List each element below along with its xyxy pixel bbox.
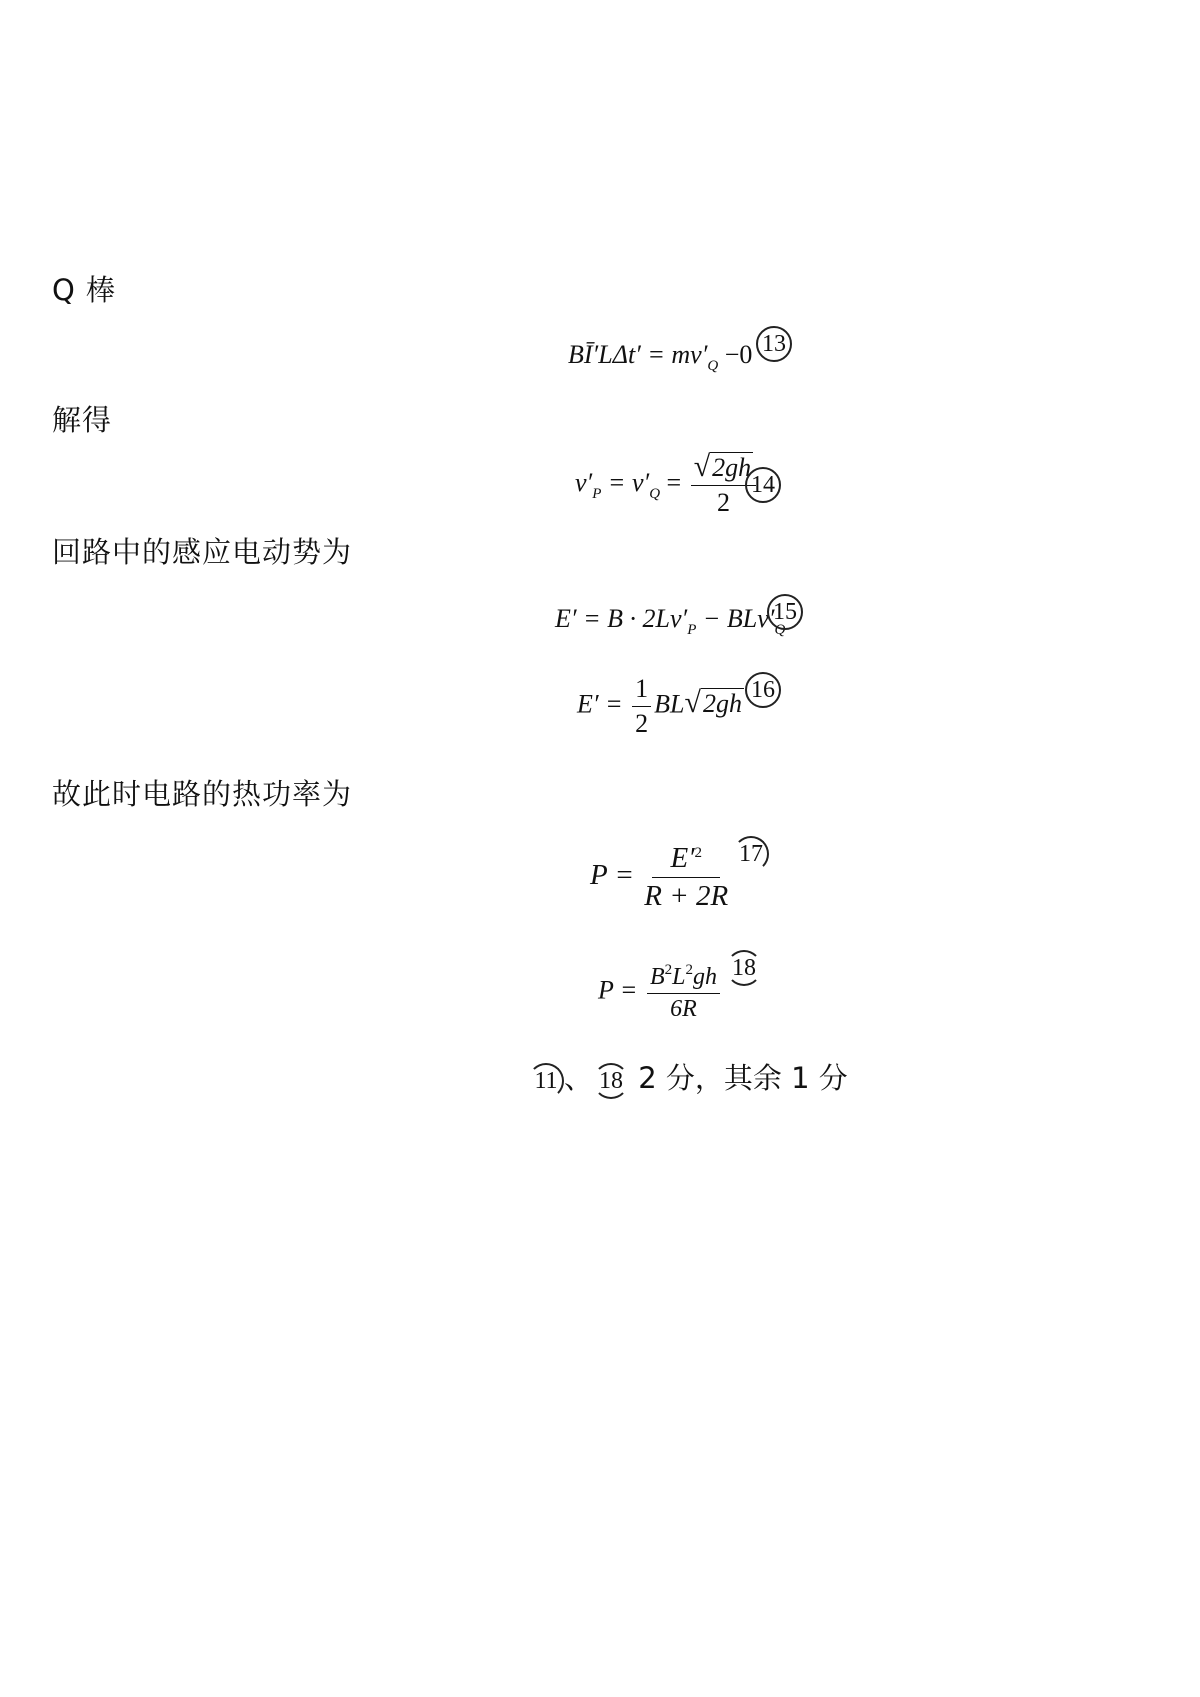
marker-17: 17 [733, 836, 769, 872]
eq15-b: − BLv′ [696, 604, 775, 633]
equation-13 [568, 340, 752, 375]
eq18-fraction [647, 962, 720, 1023]
eq17-num-sup: 2 [694, 845, 703, 861]
eq18-num-a: B [649, 964, 665, 990]
eq13-lhs-sub: Q [707, 358, 719, 374]
label-solve: 解得 [52, 403, 113, 437]
eq18-den: 6R [670, 996, 697, 1022]
eq15-a: E′ = B · 2Lv′ [555, 604, 688, 633]
scoring-note [528, 1056, 848, 1099]
eq17-lhs: P = [590, 859, 642, 892]
eq16-num: 1 [632, 674, 651, 707]
eq16-den: 2 [635, 709, 649, 738]
eq14-sqrt-arg: 2gh [712, 453, 752, 482]
eq18-num-c: gh [693, 964, 717, 990]
equation-15 [555, 604, 785, 639]
eq18-num-a-sup: 2 [664, 962, 673, 978]
eq17-den: R + 2R [644, 880, 729, 912]
eq15-b-sub: Q [774, 622, 786, 638]
eq13-rhs: −0 [718, 340, 753, 369]
label-power-intro: 故此时电路的热功率为 [52, 777, 353, 811]
eq14-a-sub: P [592, 485, 602, 502]
scoring-separator: 、 [564, 1061, 594, 1095]
label-emf-intro: 回路中的感应电动势为 [52, 535, 353, 569]
equation-18 [598, 962, 723, 1023]
scoring-marker-18: 18 [593, 1063, 629, 1099]
marker-18: 18 [726, 950, 762, 986]
marker-16: 16 [745, 672, 781, 708]
marker-14: 14 [745, 467, 781, 503]
equation-17 [590, 842, 731, 913]
label-q-rod: Q 棒 [52, 273, 117, 307]
marker-15: 15 [767, 594, 803, 630]
eq16-lhs: E′ = [577, 689, 630, 719]
eq16-mid: BL [654, 689, 685, 719]
eq17-num: E′ [670, 842, 695, 874]
eq14-eq: = [660, 467, 688, 497]
eq18-lhs: P = [598, 975, 644, 1005]
eq16-sqrt-arg: 2gh [702, 689, 742, 719]
eq13-lhs: BĪ′LΔt′ = mv′ [568, 340, 708, 369]
marker-13: 13 [756, 326, 792, 362]
eq14-b-sub: Q [649, 485, 661, 502]
eq17-fraction [644, 842, 728, 913]
scoring-text: 2 分，其余 1 分 [629, 1061, 848, 1095]
eq15-a-sub: P [687, 622, 697, 638]
eq14-b: = v′ [601, 467, 650, 497]
eq16-fraction [632, 674, 651, 739]
eq14-den: 2 [716, 488, 730, 517]
equation-14 [575, 452, 759, 518]
eq18-num-b: L [672, 964, 686, 990]
equation-16: E′ = $\frac{1}{2}$ BL √ 2gh [577, 674, 742, 738]
scoring-marker-11: 11 [528, 1063, 564, 1099]
eq14-a: v′ [575, 467, 593, 497]
eq14-fraction: √ 2gh 2 [691, 452, 756, 518]
eq18-num-b-sup: 2 [685, 962, 693, 978]
